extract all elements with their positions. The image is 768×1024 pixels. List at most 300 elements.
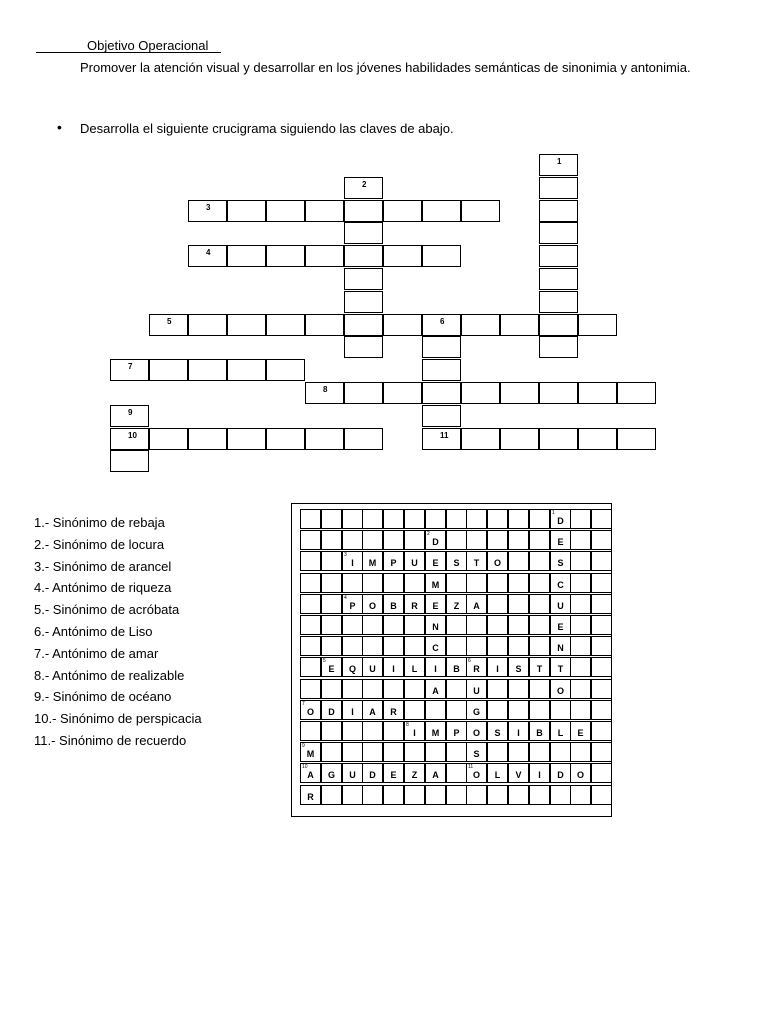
crossword-cell[interactable] (617, 428, 656, 450)
solution-cell (300, 636, 321, 656)
crossword-cell[interactable] (539, 336, 578, 358)
crossword-cell[interactable] (422, 245, 461, 267)
clue-number: 4 (206, 248, 211, 257)
solution-cell (487, 763, 508, 783)
solution-cell (404, 615, 425, 635)
solution-cell (591, 594, 612, 614)
solution-letter: E (557, 622, 564, 632)
bullet-icon: • (57, 119, 62, 135)
crossword-cell[interactable] (383, 314, 422, 336)
crossword-cell[interactable] (188, 245, 227, 267)
clue-number: 1 (557, 157, 562, 166)
solution-letter: S (494, 728, 501, 738)
solution-letter: E (577, 728, 584, 738)
solution-cell (508, 679, 529, 699)
solution-cell (321, 657, 342, 677)
solution-cell (342, 615, 363, 635)
clue-item: 5.- Sinónimo de acróbata (34, 602, 180, 618)
solution-cell (570, 679, 591, 699)
solution-cell (425, 530, 446, 550)
solution-cell (404, 721, 425, 741)
solution-letter: O (576, 770, 584, 780)
clue-number: 5 (167, 317, 172, 326)
solution-cell (300, 679, 321, 699)
solution-cell (487, 530, 508, 550)
solution-cell (591, 573, 612, 593)
crossword-cell[interactable] (227, 359, 266, 381)
solution-letter: R (411, 601, 418, 611)
solution-cell (508, 763, 529, 783)
solution-cell (342, 509, 363, 529)
crossword-cell[interactable] (227, 200, 266, 222)
solution-cell (446, 636, 467, 656)
solution-letter: Z (411, 770, 418, 780)
solution-cell (466, 742, 487, 762)
crossword-cell[interactable] (461, 200, 500, 222)
crossword-cell[interactable] (539, 245, 578, 267)
solution-letter: N (557, 643, 564, 653)
solution-letter: I (351, 558, 354, 568)
solution-letter: P (390, 558, 397, 568)
solution-cell (570, 742, 591, 762)
solution-cell (321, 785, 342, 805)
crossword-cell[interactable] (110, 428, 149, 450)
solution-cell (425, 551, 446, 571)
crossword-cell[interactable] (344, 177, 383, 199)
solution-cell (404, 530, 425, 550)
solution-cell (342, 679, 363, 699)
crossword-cell[interactable] (344, 336, 383, 358)
solution-letter: I (413, 728, 416, 738)
solution-cell (529, 530, 550, 550)
crossword-cell[interactable] (539, 177, 578, 199)
crossword-cell[interactable] (305, 382, 344, 404)
solution-letter: U (557, 601, 564, 611)
crossword-cell[interactable] (188, 428, 227, 450)
solution-cell (321, 763, 342, 783)
solution-cell (570, 509, 591, 529)
solution-cell (425, 636, 446, 656)
solution-letter: U (473, 686, 480, 696)
solution-cell (321, 530, 342, 550)
objective-description: Promover la atención visual y desarrollar en los jóvenes habilidades semánticas de sinonimia y antonimia. (80, 60, 691, 75)
crossword-cell[interactable] (383, 382, 422, 404)
solution-letter: I (434, 664, 437, 674)
solution-cell (425, 763, 446, 783)
crossword-cell[interactable] (266, 314, 305, 336)
solution-cell (550, 742, 571, 762)
objective-title: Objetivo Operacional (87, 38, 209, 53)
solution-letter: Z (453, 601, 460, 611)
solution-cell (404, 509, 425, 529)
solution-number: 9 (302, 743, 305, 749)
solution-cell (342, 551, 363, 571)
solution-cell (591, 742, 612, 762)
crossword-cell[interactable] (539, 382, 578, 404)
crossword-cell[interactable] (344, 382, 383, 404)
solution-number: 3 (344, 552, 347, 558)
solution-letter: B (536, 728, 543, 738)
crossword-cell[interactable] (266, 245, 305, 267)
crossword-cell[interactable] (305, 314, 344, 336)
solution-cell (591, 679, 612, 699)
solution-cell (591, 551, 612, 571)
solution-cell (404, 700, 425, 720)
solution-letter: M (368, 558, 377, 568)
crossword-cell[interactable] (149, 314, 188, 336)
solution-cell (321, 615, 342, 635)
crossword-cell[interactable] (539, 222, 578, 244)
solution-letter: S (473, 749, 480, 759)
solution-letter: I (496, 664, 499, 674)
crossword-cell[interactable] (344, 245, 383, 267)
solution-cell (550, 551, 571, 571)
solution-cell (487, 573, 508, 593)
solution-cell (446, 530, 467, 550)
solution-cell (383, 594, 404, 614)
solution-letter: O (472, 770, 480, 780)
solution-letter: P (453, 728, 460, 738)
crossword-cell[interactable] (149, 428, 188, 450)
solution-cell (487, 742, 508, 762)
solution-cell (570, 636, 591, 656)
solution-cell (508, 721, 529, 741)
crossword-cell[interactable] (461, 314, 500, 336)
solution-cell (300, 657, 321, 677)
crossword-cell[interactable] (305, 428, 344, 450)
solution-cell (508, 594, 529, 614)
solution-cell (529, 700, 550, 720)
crossword-cell[interactable] (188, 200, 227, 222)
crossword-cell[interactable] (500, 382, 539, 404)
crossword-cell[interactable] (266, 428, 305, 450)
solution-letter: D (557, 770, 564, 780)
solution-cell (550, 700, 571, 720)
solution-cell (425, 679, 446, 699)
solution-letter: L (494, 770, 501, 780)
solution-cell (383, 785, 404, 805)
solution-cell (383, 742, 404, 762)
solution-letter: O (556, 686, 564, 696)
solution-cell (487, 509, 508, 529)
crossword-cell[interactable] (422, 314, 461, 336)
solution-cell (466, 573, 487, 593)
solution-cell (342, 530, 363, 550)
solution-cell (570, 551, 591, 571)
crossword-cell[interactable] (344, 222, 383, 244)
solution-cell (300, 700, 321, 720)
clue-number: 8 (323, 385, 328, 394)
solution-cell (321, 679, 342, 699)
solution-cell (362, 615, 383, 635)
solution-cell (446, 551, 467, 571)
solution-cell (342, 763, 363, 783)
crossword-cell[interactable] (500, 428, 539, 450)
solution-letter: D (432, 537, 439, 547)
solution-cell (550, 530, 571, 550)
crossword-cell[interactable] (305, 200, 344, 222)
solution-cell (508, 615, 529, 635)
solution-cell (446, 509, 467, 529)
solution-cell (529, 573, 550, 593)
solution-cell (466, 785, 487, 805)
solution-cell (404, 573, 425, 593)
solution-cell (425, 721, 446, 741)
crossword-cell[interactable] (578, 314, 617, 336)
solution-letter: I (538, 770, 541, 780)
solution-cell (550, 657, 571, 677)
crossword-cell[interactable] (149, 359, 188, 381)
crossword-cell[interactable] (266, 359, 305, 381)
solution-cell (404, 636, 425, 656)
solution-cell (529, 636, 550, 656)
crossword-cell[interactable] (227, 314, 266, 336)
solution-cell (425, 615, 446, 635)
solution-letter: U (349, 770, 356, 780)
solution-cell (321, 573, 342, 593)
solution-cell (466, 700, 487, 720)
clue-item: 1.- Sinónimo de rebaja (34, 515, 165, 530)
solution-cell (383, 573, 404, 593)
crossword-cell[interactable] (539, 268, 578, 290)
solution-letter: P (349, 601, 356, 611)
solution-letter: R (473, 664, 480, 674)
crossword-cell[interactable] (578, 428, 617, 450)
solution-cell (362, 785, 383, 805)
solution-cell (362, 530, 383, 550)
crossword-cell[interactable] (422, 359, 461, 381)
solution-cell (446, 573, 467, 593)
solution-cell (446, 700, 467, 720)
clue-number: 6 (440, 317, 445, 326)
solution-letter: E (557, 537, 564, 547)
solution-cell (529, 551, 550, 571)
solution-letter: B (453, 664, 460, 674)
solution-number: 5 (323, 658, 326, 664)
solution-cell (487, 785, 508, 805)
solution-letter: C (557, 580, 564, 590)
solution-letter: A (307, 770, 314, 780)
solution-letter: G (472, 707, 480, 717)
solution-number: 1 (552, 510, 555, 516)
solution-cell (425, 700, 446, 720)
crossword-cell[interactable] (461, 428, 500, 450)
crossword-cell[interactable] (539, 200, 578, 222)
solution-letter: S (515, 664, 522, 674)
solution-cell (446, 785, 467, 805)
solution-cell (446, 721, 467, 741)
crossword-cell[interactable] (422, 428, 461, 450)
solution-letter: R (307, 792, 314, 802)
solution-cell (383, 700, 404, 720)
crossword-cell[interactable] (344, 314, 383, 336)
solution-letter: O (472, 728, 480, 738)
solution-cell (591, 763, 612, 783)
solution-cell (446, 679, 467, 699)
solution-cell (508, 530, 529, 550)
solution-cell (550, 509, 571, 529)
solution-cell (591, 530, 612, 550)
solution-cell (529, 763, 550, 783)
solution-cell (508, 573, 529, 593)
crossword-cell[interactable] (344, 428, 383, 450)
crossword-cell[interactable] (617, 382, 656, 404)
solution-cell (508, 700, 529, 720)
crossword-cell[interactable] (422, 200, 461, 222)
crossword-cell[interactable] (110, 405, 149, 427)
solution-cell (425, 657, 446, 677)
crossword-cell[interactable] (578, 382, 617, 404)
solution-cell (446, 657, 467, 677)
solution-cell (321, 721, 342, 741)
crossword-cell[interactable] (422, 382, 461, 404)
solution-cell (362, 700, 383, 720)
clue-number: 3 (206, 203, 211, 212)
solution-cell (466, 721, 487, 741)
solution-letter: D (369, 770, 376, 780)
solution-cell (342, 785, 363, 805)
solution-cell (550, 763, 571, 783)
crossword-cell[interactable] (539, 314, 578, 336)
solution-cell (570, 657, 591, 677)
clue-number: 9 (128, 408, 133, 417)
solution-cell (383, 636, 404, 656)
crossword-cell[interactable] (188, 359, 227, 381)
solution-cell (404, 594, 425, 614)
crossword-cell[interactable] (383, 245, 422, 267)
solution-cell (321, 551, 342, 571)
solution-letter: B (390, 601, 397, 611)
solution-letter: I (392, 664, 395, 674)
solution-cell (466, 657, 487, 677)
solution-letter: A (369, 707, 376, 717)
solution-letter: T (557, 664, 564, 674)
solution-cell (362, 551, 383, 571)
solution-cell (383, 721, 404, 741)
solution-letter: I (351, 707, 354, 717)
solution-cell (362, 763, 383, 783)
solution-cell (591, 700, 612, 720)
crossword-cell[interactable] (422, 405, 461, 427)
clue-list (34, 512, 202, 752)
solution-cell (321, 509, 342, 529)
solution-letter: A (473, 601, 480, 611)
solution-cell (321, 742, 342, 762)
solution-letter: E (432, 601, 439, 611)
solution-cell (383, 551, 404, 571)
solution-letter: U (411, 558, 418, 568)
crossword-cell[interactable] (227, 245, 266, 267)
solution-cell (591, 721, 612, 741)
solution-cell (570, 530, 591, 550)
solution-letter: O (493, 558, 501, 568)
solution-cell (550, 615, 571, 635)
solution-letter: D (557, 516, 564, 526)
clue-item: 3.- Sinónimo de arancel (34, 558, 172, 574)
solution-cell (466, 530, 487, 550)
solution-cell (466, 636, 487, 656)
solution-number: 2 (427, 531, 430, 537)
crossword-cell[interactable] (266, 200, 305, 222)
solution-cell (362, 657, 383, 677)
solution-cell (362, 636, 383, 656)
solution-letter: N (432, 622, 439, 632)
solution-cell (591, 636, 612, 656)
crossword-cell[interactable] (539, 291, 578, 313)
crossword-cell[interactable] (188, 314, 227, 336)
crossword-cell[interactable] (461, 382, 500, 404)
solution-cell (404, 763, 425, 783)
solution-cell (508, 636, 529, 656)
clue-item: 6.- Antónimo de Liso (34, 623, 153, 639)
crossword-cell[interactable] (305, 245, 344, 267)
solution-cell (466, 551, 487, 571)
solution-cell (466, 679, 487, 699)
solution-letter: O (306, 707, 314, 717)
solution-cell (529, 615, 550, 635)
solution-letter: S (557, 558, 564, 568)
solution-cell (425, 785, 446, 805)
solution-cell (550, 594, 571, 614)
crossword-cell[interactable] (344, 291, 383, 313)
crossword-cell[interactable] (539, 154, 578, 176)
crossword-cell[interactable] (539, 428, 578, 450)
solution-cell (300, 721, 321, 741)
solution-cell (529, 785, 550, 805)
crossword-cell[interactable] (383, 200, 422, 222)
solution-cell (342, 742, 363, 762)
solution-cell (342, 636, 363, 656)
instruction-text: Desarrolla el siguiente crucigrama siguiendo las claves de abajo. (80, 121, 454, 136)
solution-cell (529, 679, 550, 699)
solution-cell (550, 785, 571, 805)
solution-cell (550, 679, 571, 699)
solution-letter: S (453, 558, 460, 568)
solution-cell (300, 530, 321, 550)
clue-number: 11 (440, 431, 449, 440)
solution-cell (342, 573, 363, 593)
crossword-cell[interactable] (422, 336, 461, 358)
crossword-cell[interactable] (344, 268, 383, 290)
solution-cell (300, 615, 321, 635)
solution-letter: R (390, 707, 397, 717)
solution-number: 7 (302, 701, 305, 707)
solution-cell (404, 785, 425, 805)
clue-item: 10.- Sinónimo de perspicacia (34, 711, 202, 727)
solution-letter: L (411, 664, 418, 674)
solution-cell (383, 763, 404, 783)
solution-cell (487, 636, 508, 656)
crossword-cell[interactable] (110, 359, 149, 381)
solution-cell (321, 636, 342, 656)
crossword-cell[interactable] (344, 200, 383, 222)
crossword-cell[interactable] (500, 314, 539, 336)
crossword-cell[interactable] (110, 450, 149, 472)
solution-cell (487, 679, 508, 699)
solution-cell (383, 679, 404, 699)
solution-cell (591, 509, 612, 529)
solution-cell (425, 573, 446, 593)
solution-cell (508, 742, 529, 762)
solution-letter: U (369, 664, 376, 674)
crossword-cell[interactable] (227, 428, 266, 450)
solution-cell (321, 594, 342, 614)
solution-cell (342, 700, 363, 720)
solution-cell (550, 573, 571, 593)
solution-cell (362, 573, 383, 593)
solution-letter: L (557, 728, 564, 738)
solution-cell (508, 551, 529, 571)
